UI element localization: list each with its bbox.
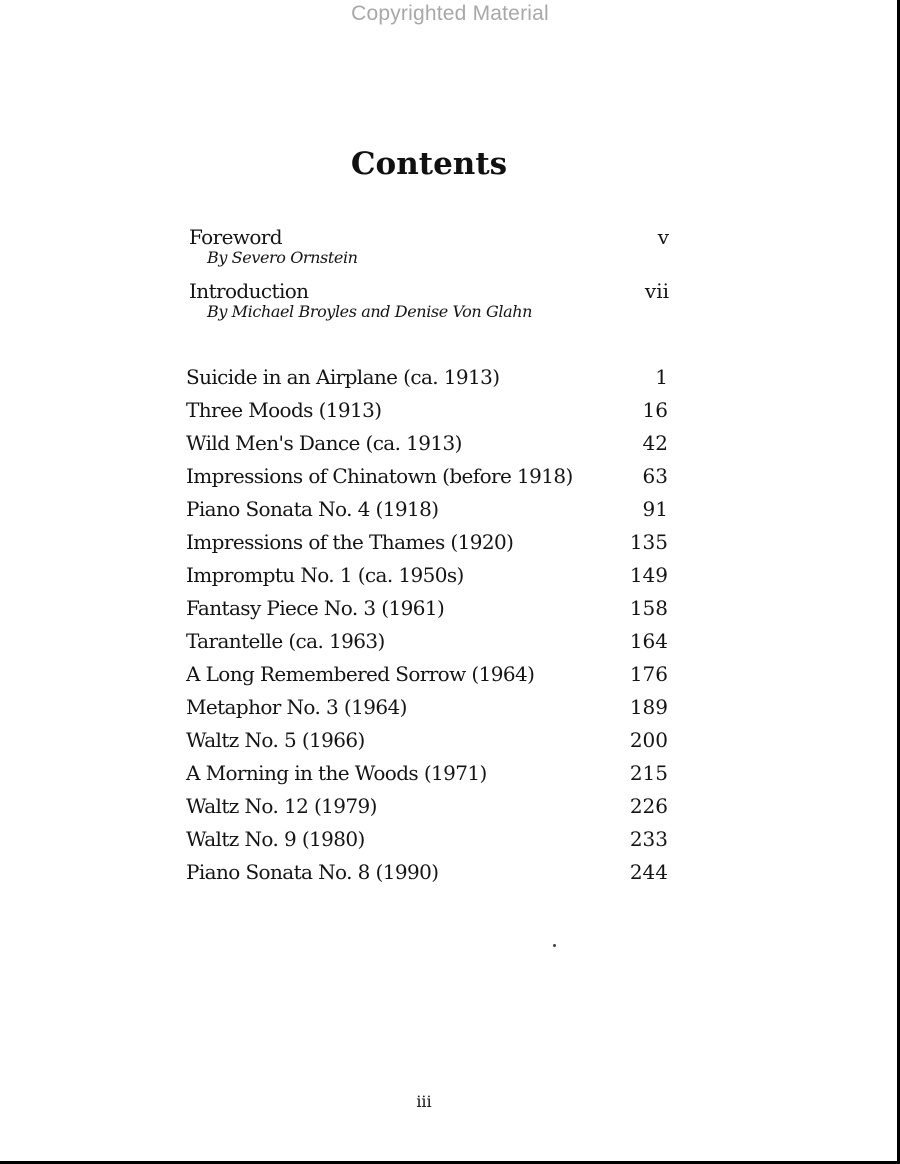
toc-entry-page: 244 (629, 860, 668, 884)
toc-entry-title: Tarantelle (ca. 1963) (186, 629, 385, 653)
contents-list (186, 364, 668, 892)
toc-entry (186, 562, 668, 595)
toc-entry-title: Waltz No. 9 (1980) (186, 827, 365, 851)
toc-entry-title: A Morning in the Woods (1971) (186, 761, 487, 785)
toc-entry (186, 661, 668, 694)
toc-entry-page: 135 (629, 530, 668, 554)
toc-entry-page: 91 (642, 497, 668, 521)
toc-entry-page: 164 (629, 629, 668, 653)
toc-entry-page: 42 (642, 431, 668, 455)
front-matter-title: Foreword (189, 225, 282, 249)
front-matter-introduction (189, 280, 669, 322)
toc-entry (186, 694, 668, 727)
toc-entry-title: Piano Sonata No. 4 (1918) (186, 497, 439, 521)
toc-entry-page: 1 (655, 365, 668, 389)
toc-entry (186, 859, 668, 892)
toc-entry-page: 215 (629, 761, 668, 785)
toc-entry (186, 463, 668, 496)
toc-entry-title: Impressions of the Thames (1920) (186, 530, 514, 554)
toc-entry-page: 189 (629, 695, 668, 719)
toc-entry-page: 200 (629, 728, 668, 752)
toc-entry-title: Impressions of Chinatown (before 1918) (186, 464, 573, 488)
toc-entry-title: Three Moods (1913) (186, 398, 382, 422)
toc-entry (186, 430, 668, 463)
watermark-text: Copyrighted Material (351, 2, 549, 25)
toc-entry-page: 16 (642, 398, 668, 422)
toc-entry-page: 226 (629, 794, 668, 818)
page-number: iii (416, 1092, 432, 1111)
front-matter-byline: By Michael Broyles and Denise Von Glahn (207, 302, 533, 321)
toc-entry-page: 233 (629, 827, 668, 851)
toc-entry (186, 529, 668, 562)
toc-entry-title: Waltz No. 5 (1966) (186, 728, 365, 752)
front-matter-foreword (189, 226, 669, 268)
toc-entry (186, 496, 668, 529)
page-title: Contents (350, 146, 508, 182)
front-matter-page: vii (644, 279, 669, 303)
toc-entry (186, 364, 668, 397)
toc-entry-page: 63 (642, 464, 668, 488)
toc-entry-title: Piano Sonata No. 8 (1990) (186, 860, 439, 884)
toc-entry-title: Fantasy Piece No. 3 (1961) (186, 596, 445, 620)
toc-entry-page: 158 (629, 596, 668, 620)
scan-speck (553, 944, 556, 947)
toc-entry (186, 826, 668, 859)
toc-entry-title: Impromptu No. 1 (ca. 1950s) (186, 563, 464, 587)
toc-entry-page: 176 (629, 662, 668, 686)
toc-entry (186, 628, 668, 661)
toc-entry (186, 727, 668, 760)
toc-entry-title: Wild Men's Dance (ca. 1913) (186, 431, 462, 455)
toc-entry-title: A Long Remembered Sorrow (1964) (186, 662, 535, 686)
toc-entry (186, 595, 668, 628)
toc-entry (186, 793, 668, 826)
front-matter-byline: By Severo Ornstein (207, 248, 358, 267)
toc-entry-title: Suicide in an Airplane (ca. 1913) (186, 365, 500, 389)
toc-entry-page: 149 (629, 563, 668, 587)
toc-entry (186, 760, 668, 793)
toc-entry (186, 397, 668, 430)
toc-entry-title: Metaphor No. 3 (1964) (186, 695, 407, 719)
toc-entry-title: Waltz No. 12 (1979) (186, 794, 377, 818)
front-matter-title: Introduction (189, 279, 309, 303)
front-matter-page: v (657, 225, 669, 249)
